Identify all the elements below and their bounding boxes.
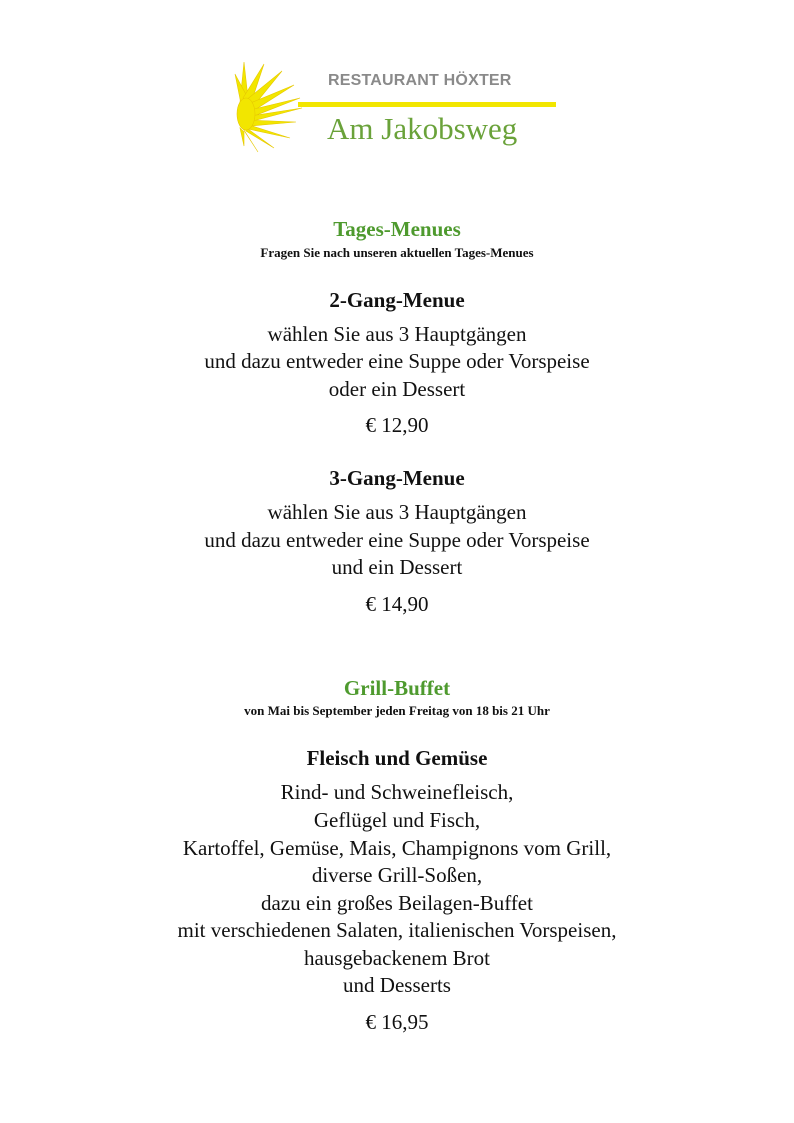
menu-item-description-line: und dazu entweder eine Suppe oder Vorspeise	[204, 528, 590, 552]
section-title-grill-buffet: Grill-Buffet	[343, 676, 451, 700]
menu-item-description-line: wählen Sie aus 3 Hauptgängen	[267, 500, 527, 524]
menu-item-description-line: wählen Sie aus 3 Hauptgängen	[267, 322, 527, 346]
section-subtitle-grill-buffet: von Mai bis September jeden Freitag von 18 bis 21 Uhr	[244, 703, 550, 718]
logo-tagline: Am Jakobsweg	[327, 111, 518, 146]
menu-item-price: € 14,90	[365, 592, 429, 616]
menu-item-description-line: Kartoffel, Gemüse, Mais, Champignons vom Grill,	[182, 836, 612, 860]
menu-item-price: € 12,90	[365, 413, 429, 437]
menu-item-description-line: dazu ein großes Beilagen-Buffet	[261, 891, 533, 915]
section-subtitle-tages-menues: Fragen Sie nach unseren aktuellen Tages-Menues	[260, 245, 534, 260]
menu-item-title: 3-Gang-Menue	[329, 466, 465, 490]
section-title-tages-menues: Tages-Menues	[333, 217, 461, 241]
menu-item-description-line: und ein Dessert	[331, 555, 463, 579]
menu-item-description-line: und Desserts	[343, 973, 451, 997]
menu-item-description-line: diverse Grill-Soßen,	[311, 863, 483, 887]
logo-restaurant-name: RESTAURANT HÖXTER	[328, 72, 512, 89]
menu-item-description-line: Rind- und Schweinefleisch,	[280, 780, 514, 804]
menu-item-title: Fleisch und Gemüse	[306, 746, 488, 770]
menu-item-title: 2-Gang-Menue	[329, 288, 465, 312]
restaurant-logo	[234, 58, 564, 158]
menu-item-description-line: oder ein Dessert	[328, 377, 466, 401]
menu-item-description-line: und dazu entweder eine Suppe oder Vorspeise	[204, 349, 590, 373]
menu-item-description-line: hausgebackenem Brot	[303, 946, 491, 970]
menu-item-description-line: mit verschiedenen Salaten, italienischen Vorspeisen,	[177, 918, 617, 942]
menu-item-description-line: Geflügel und Fisch,	[313, 808, 481, 832]
menu-item-price: € 16,95	[365, 1010, 429, 1034]
